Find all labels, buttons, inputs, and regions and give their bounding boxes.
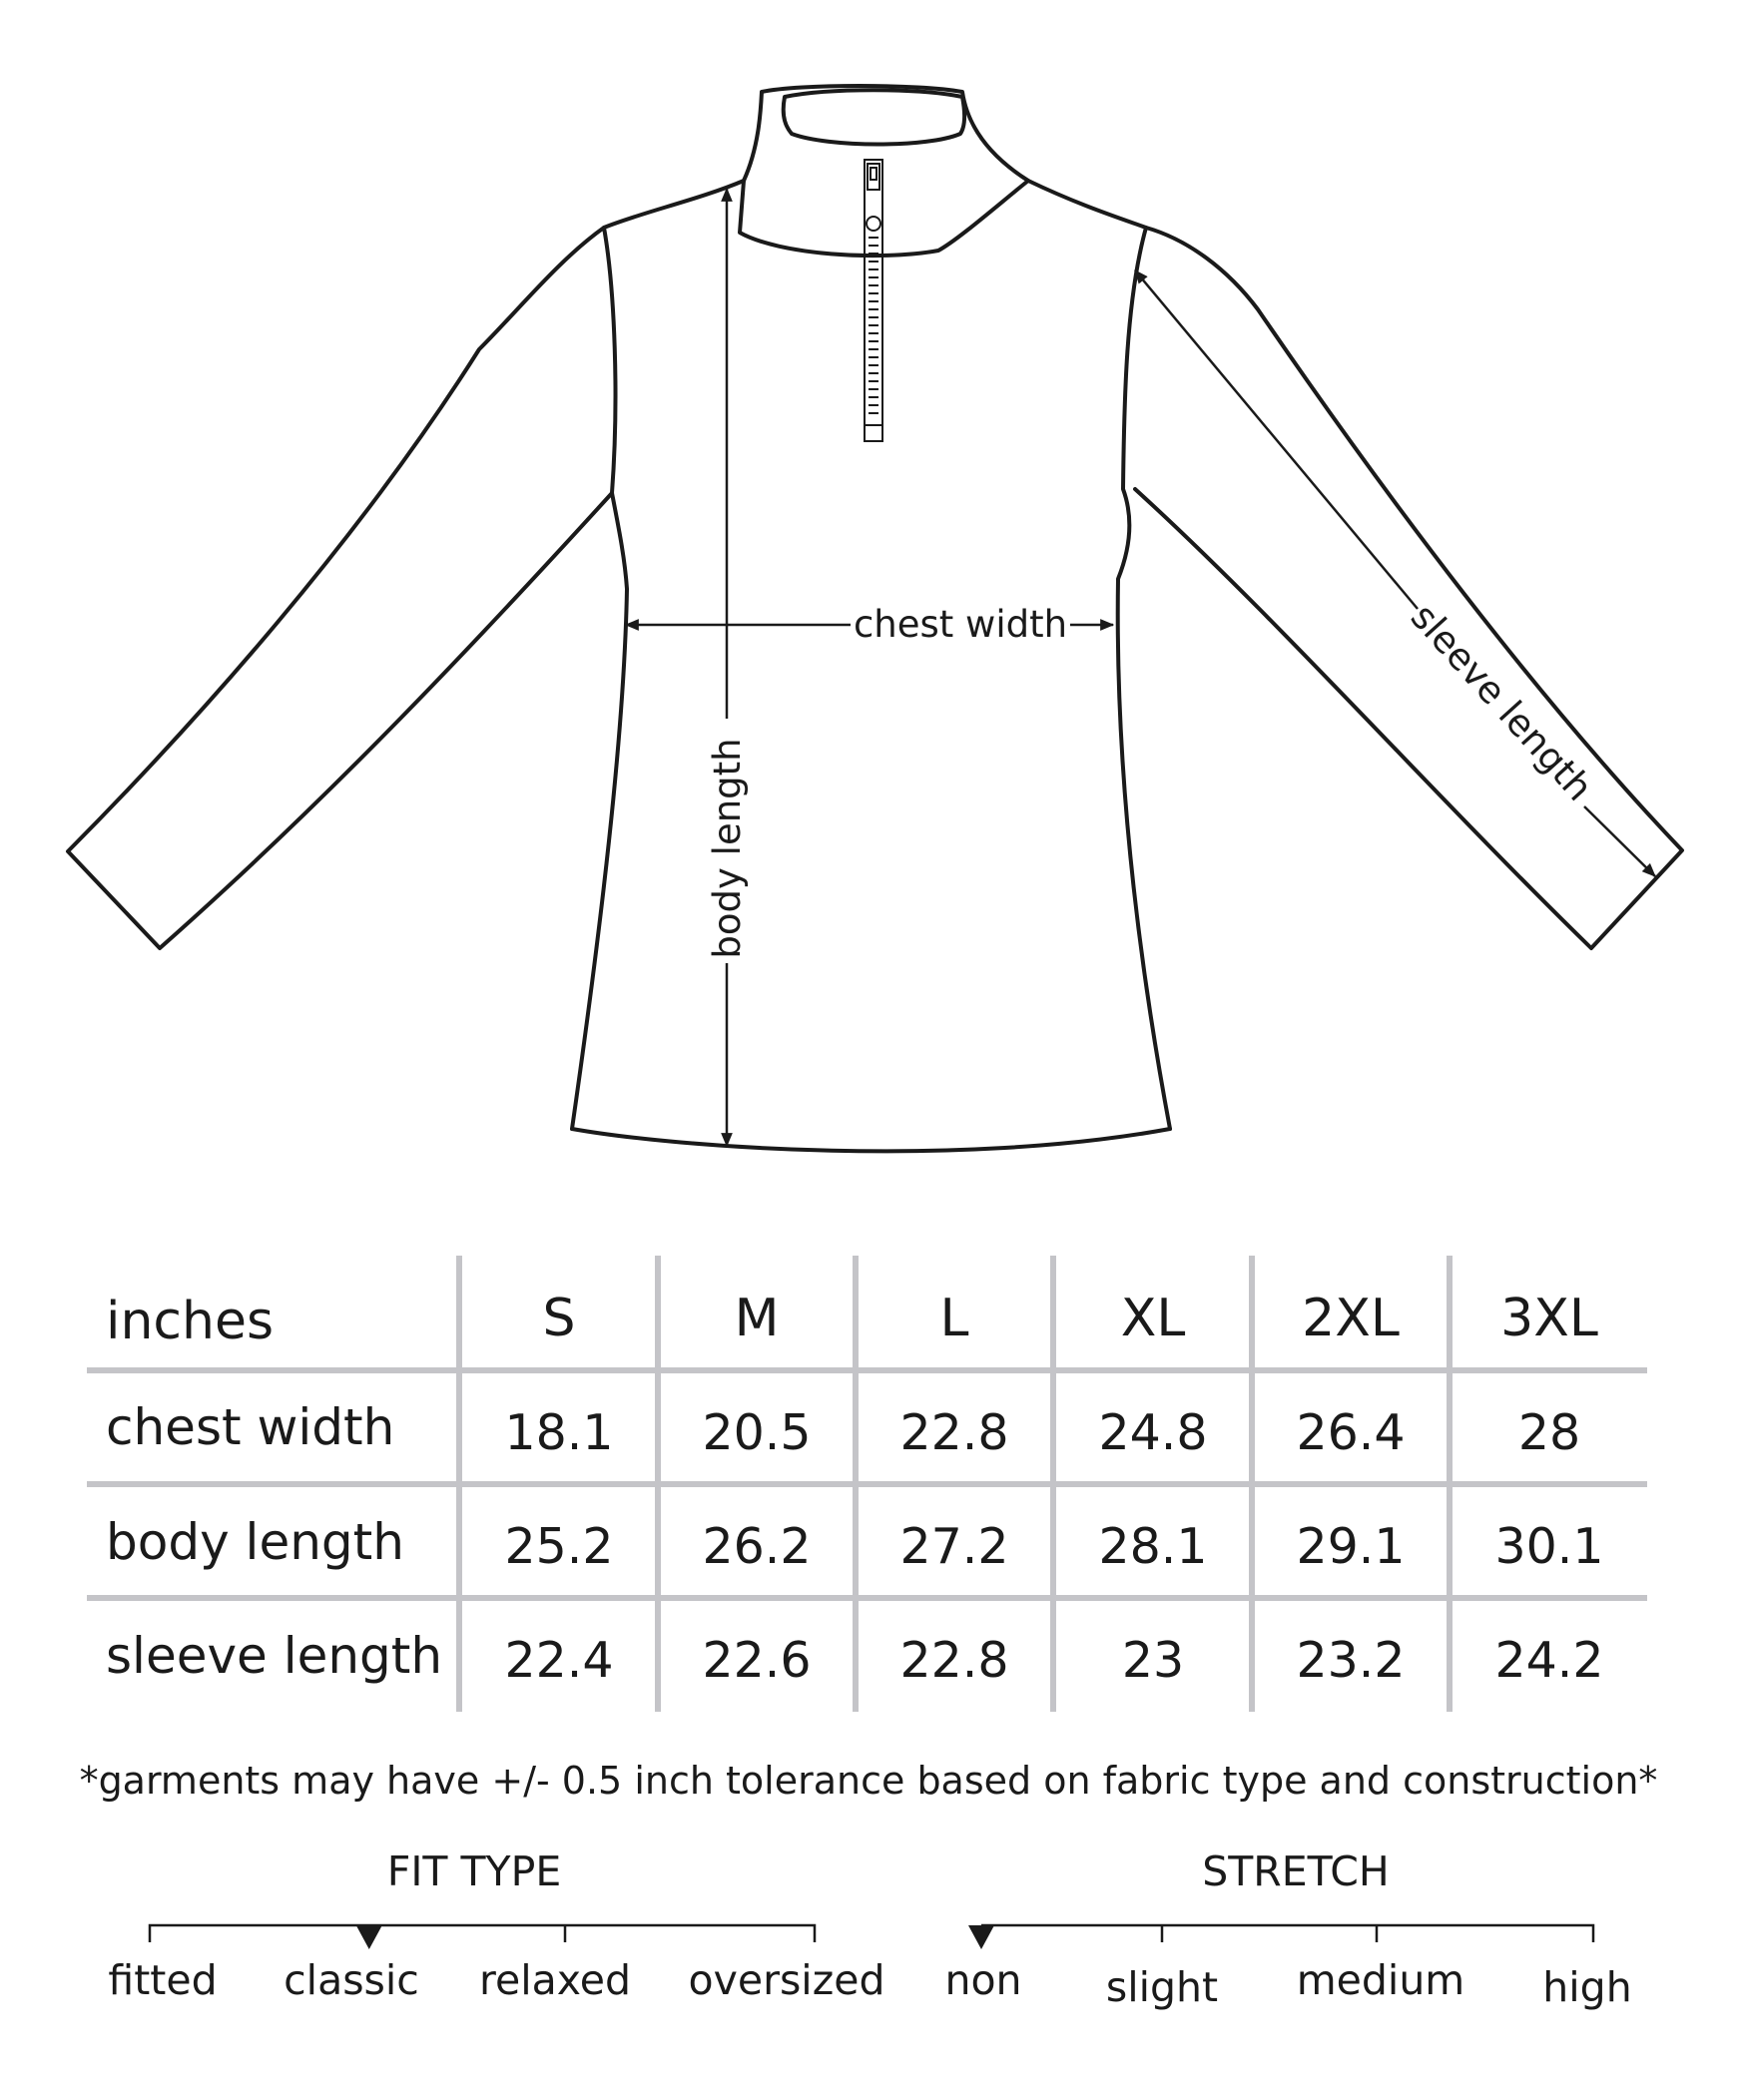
table-cell: 22.6 bbox=[702, 1632, 812, 1689]
collar-inner-line bbox=[784, 90, 964, 144]
size-header-xl: XL bbox=[1120, 1289, 1186, 1348]
stretch-marker bbox=[968, 1925, 994, 1949]
fit-type-axis bbox=[150, 1925, 815, 1942]
stretch-axis bbox=[981, 1925, 1593, 1942]
fit-type-marker bbox=[356, 1925, 382, 1949]
sleeve-length-arrow-bottom bbox=[1584, 806, 1655, 876]
table-cell: 30.1 bbox=[1494, 1518, 1604, 1575]
table-cell: 28.1 bbox=[1098, 1518, 1208, 1575]
fit-type-option-relaxed: relaxed bbox=[479, 1956, 631, 2004]
measurement-guides bbox=[626, 189, 1655, 1146]
size-header-3xl: 3XL bbox=[1500, 1289, 1598, 1348]
size-header-m: M bbox=[734, 1289, 780, 1348]
table-cell: 27.2 bbox=[899, 1518, 1009, 1575]
row-label: chest width bbox=[106, 1398, 395, 1456]
row-label: body length bbox=[106, 1513, 404, 1571]
table-row-chest-width bbox=[106, 1398, 1580, 1461]
zipper-slider bbox=[867, 217, 880, 231]
table-cell: 22.4 bbox=[504, 1632, 614, 1689]
row-label: sleeve length bbox=[106, 1627, 443, 1685]
size-header-l: L bbox=[939, 1289, 969, 1348]
table-cell: 22.8 bbox=[899, 1632, 1009, 1689]
stretch-option-slight: slight bbox=[1105, 1963, 1219, 2011]
right-sleeve-outline bbox=[1135, 228, 1682, 948]
sleeve-length-label: sleeve length bbox=[1402, 595, 1601, 809]
zipper bbox=[865, 160, 882, 441]
table-cell: 28 bbox=[1517, 1404, 1581, 1461]
stretch-scale bbox=[944, 1847, 1631, 2011]
stretch-title: STRETCH bbox=[1202, 1847, 1390, 1895]
left-sleeve-outline bbox=[68, 228, 612, 948]
table-cell: 24.2 bbox=[1494, 1632, 1604, 1689]
size-header-2xl: 2XL bbox=[1302, 1289, 1400, 1348]
fit-type-option-fitted: fitted bbox=[108, 1956, 218, 2004]
table-cell: 25.2 bbox=[504, 1518, 614, 1575]
body-length-label: body length bbox=[706, 738, 749, 959]
body-left-outline bbox=[572, 181, 744, 1129]
table-cell: 29.1 bbox=[1296, 1518, 1406, 1575]
stretch-option-high: high bbox=[1542, 1963, 1632, 2011]
fit-type-option-oversized: oversized bbox=[688, 1956, 885, 2004]
fit-type-scale bbox=[108, 1847, 884, 2004]
table-cell: 23.2 bbox=[1296, 1632, 1406, 1689]
table-cell: 18.1 bbox=[504, 1404, 614, 1461]
table-cell: 26.4 bbox=[1296, 1404, 1406, 1461]
zipper-teeth bbox=[869, 238, 878, 413]
chest-width-label: chest width bbox=[853, 603, 1068, 646]
tolerance-note: *garments may have +/- 0.5 inch tolerance based on fabric type and construction* bbox=[79, 1759, 1658, 1803]
table-cell: 23 bbox=[1121, 1632, 1185, 1689]
sleeve-length-arrow-top bbox=[1135, 270, 1418, 609]
size-header-s: S bbox=[542, 1289, 576, 1348]
table-cell: 20.5 bbox=[702, 1404, 812, 1461]
fit-type-option-classic: classic bbox=[284, 1956, 419, 2004]
zipper-pull bbox=[868, 164, 879, 190]
table-cell: 24.8 bbox=[1098, 1404, 1208, 1461]
table-cell: 22.8 bbox=[899, 1404, 1009, 1461]
table-cell: 26.2 bbox=[702, 1518, 812, 1575]
size-table bbox=[87, 1256, 1647, 1712]
hem-outline bbox=[572, 1129, 1170, 1151]
unit-label: inches bbox=[106, 1292, 275, 1351]
stretch-option-non: non bbox=[944, 1956, 1022, 2004]
body-right-outline bbox=[1028, 181, 1170, 1129]
fit-type-title: FIT TYPE bbox=[386, 1847, 562, 1895]
zipper-stop bbox=[865, 425, 882, 441]
stretch-option-medium: medium bbox=[1296, 1956, 1465, 2004]
